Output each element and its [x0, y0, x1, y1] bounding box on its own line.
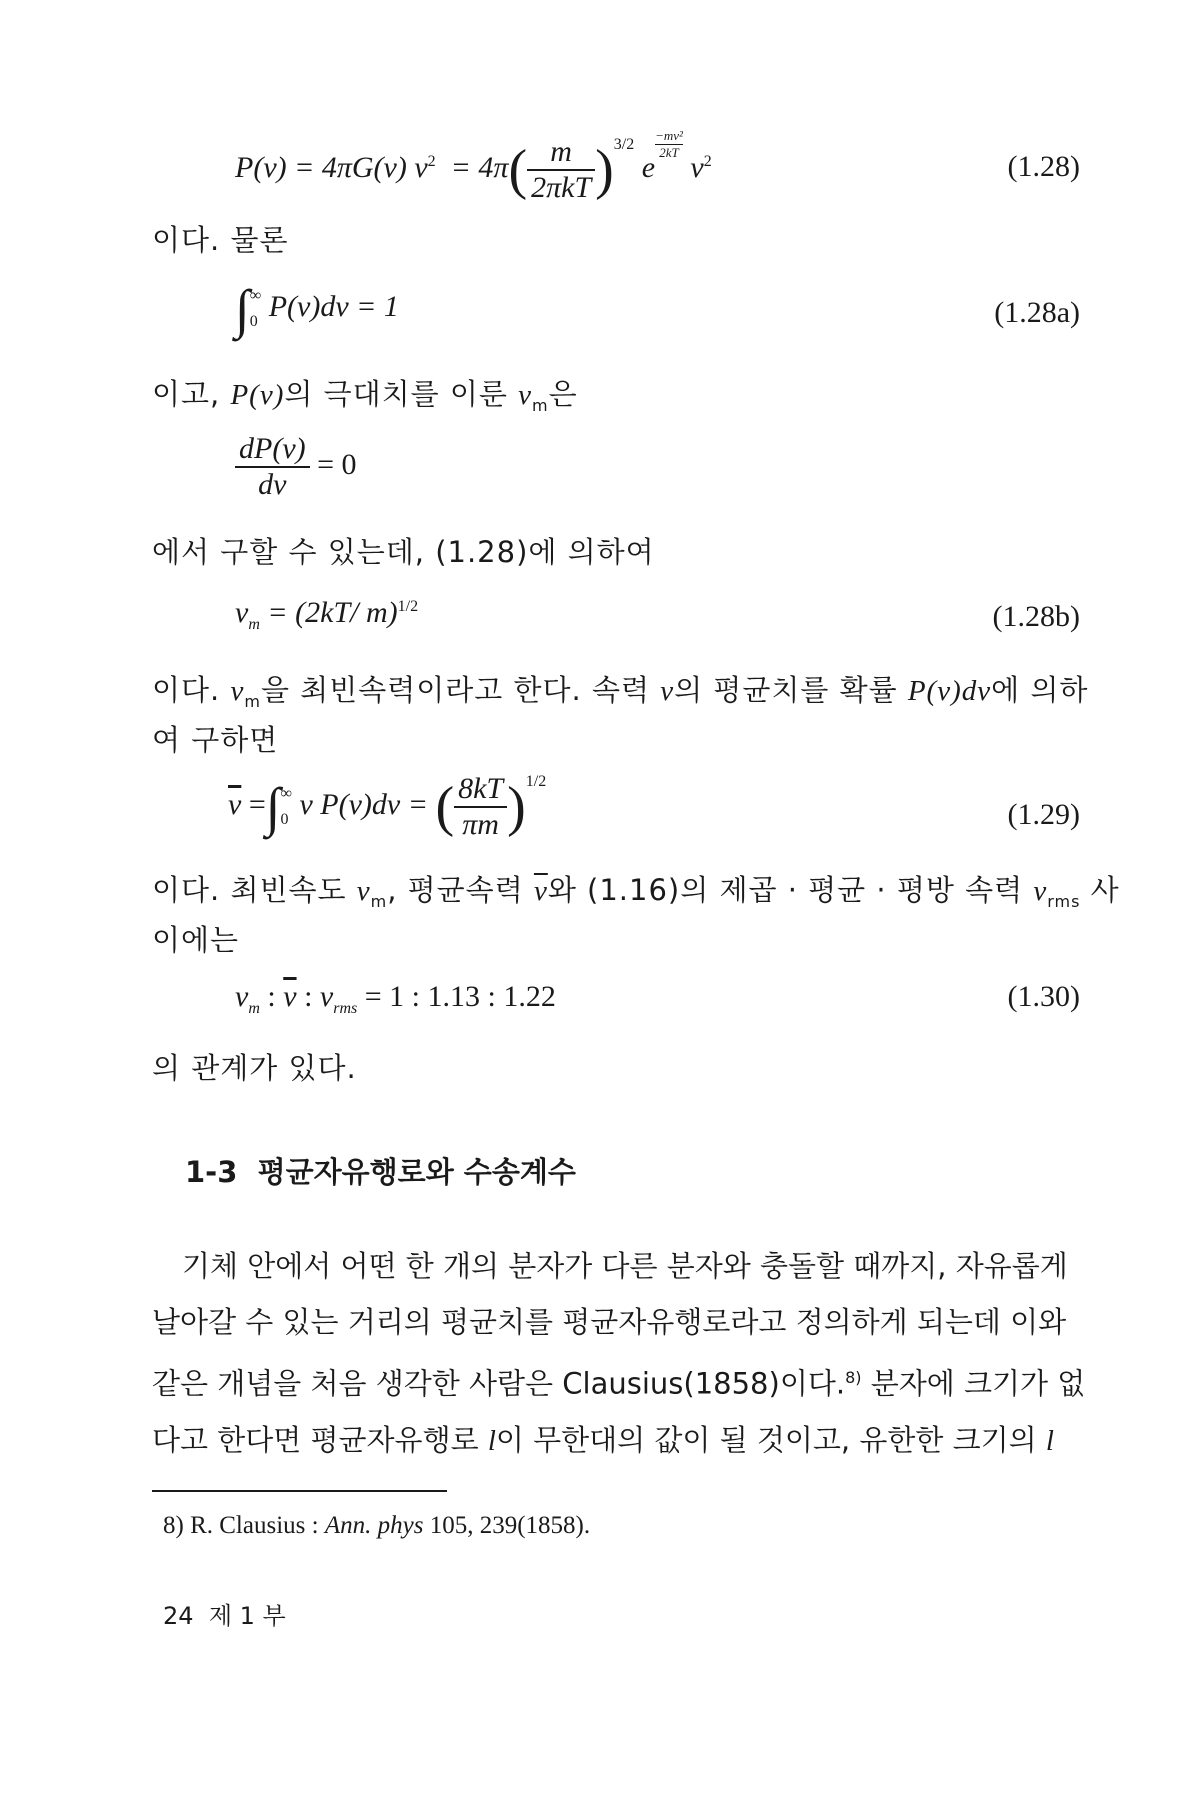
text-line: 이다. 최빈속도 $v_m$, 평균속력 $\overline{v}$와 (1.16)의 제곱 · 평균 · 평방 속력 $v_{rms}$ 사 — [152, 873, 1120, 911]
equation-1-29: $\overline{v}$ =∫ ∞ 0 v P(v)dv = ( $\frac{8kT}{\pi m}$ )$^{1/2}$ — [228, 772, 547, 841]
paragraph-line: 기체 안에서 어떤 한 개의 분자가 다른 분자와 충돌할 때까지, 자유롭게 — [182, 1249, 1068, 1283]
section-title: 평균자유행로와 수송계수 — [257, 1155, 576, 1189]
text-line: 에서 구할 수 있는데, (1.28)에 의하여 — [152, 535, 655, 569]
text-line: 이고, P(v)의 극대치를 이룬 $v_m$은 — [152, 377, 578, 415]
paragraph-line: 날아갈 수 있는 거리의 평균치를 평균자유행로라고 정의하게 되는데 이와 — [152, 1305, 1067, 1339]
text-line: 의 관계가 있다. — [152, 1051, 357, 1085]
section-heading — [185, 1150, 576, 1191]
equation-1-28a: ∫ ∞ 0 P(v)dv = 1 — [235, 279, 399, 339]
footnote: 8) R. Clausius : Ann. phys 105, 239(1858). — [163, 1512, 591, 1539]
page-footer — [163, 1596, 286, 1631]
paragraph-line: 다고 한다면 평균자유행로 l이 무한대의 값이 될 것이고, 유한한 크기의 l — [152, 1422, 1054, 1457]
equation-1-28: P(v) = 4πG(v) $v^2 = 4\pi$( $\frac{m}{\text{2πkT}}$ )$^{3/2}$ e $\frac{\text{−mv²}}{2kT}$ $v^2$ — [235, 128, 712, 205]
text-line: 이다. 물론 — [152, 223, 289, 257]
equation-number: (1.28b) — [992, 600, 1080, 633]
equation-1-30: $v_m$ : $\overline{v}$ : $v_{rms} = 1$ : 1.13 : 1.22 — [235, 980, 556, 1017]
equation-number: (1.29) — [1007, 798, 1080, 831]
paragraph-line: 같은 개념을 처음 생각한 사람은 Clausius(1858)이다.$^{8)}$ 분자에 크기가 없 — [152, 1366, 1086, 1401]
text-line: 이다. $v_m$을 최빈속력이라고 한다. 속력 v의 평균치를 확률 P(v)dv에 의하 — [152, 673, 1089, 711]
text-line: 이에는 — [152, 923, 240, 957]
equation-dp-dv: $\frac{dP(v)}{dv}$ = 0 — [235, 432, 357, 502]
equation-1-28b: $v_m = (2kT/$ m)$^{1/2}$ — [235, 596, 419, 633]
section-number: 1-3 — [185, 1155, 238, 1189]
part-label: 제 1 부 — [208, 1602, 286, 1630]
page-number: 24 — [163, 1602, 194, 1630]
footnote-divider — [152, 1490, 447, 1492]
body-paragraph — [152, 1238, 1087, 1469]
text-line: 여 구하면 — [152, 723, 279, 757]
equation-number: (1.28a) — [994, 296, 1080, 329]
equation-number: (1.30) — [1007, 980, 1080, 1013]
equation-number: (1.28) — [1007, 150, 1080, 183]
